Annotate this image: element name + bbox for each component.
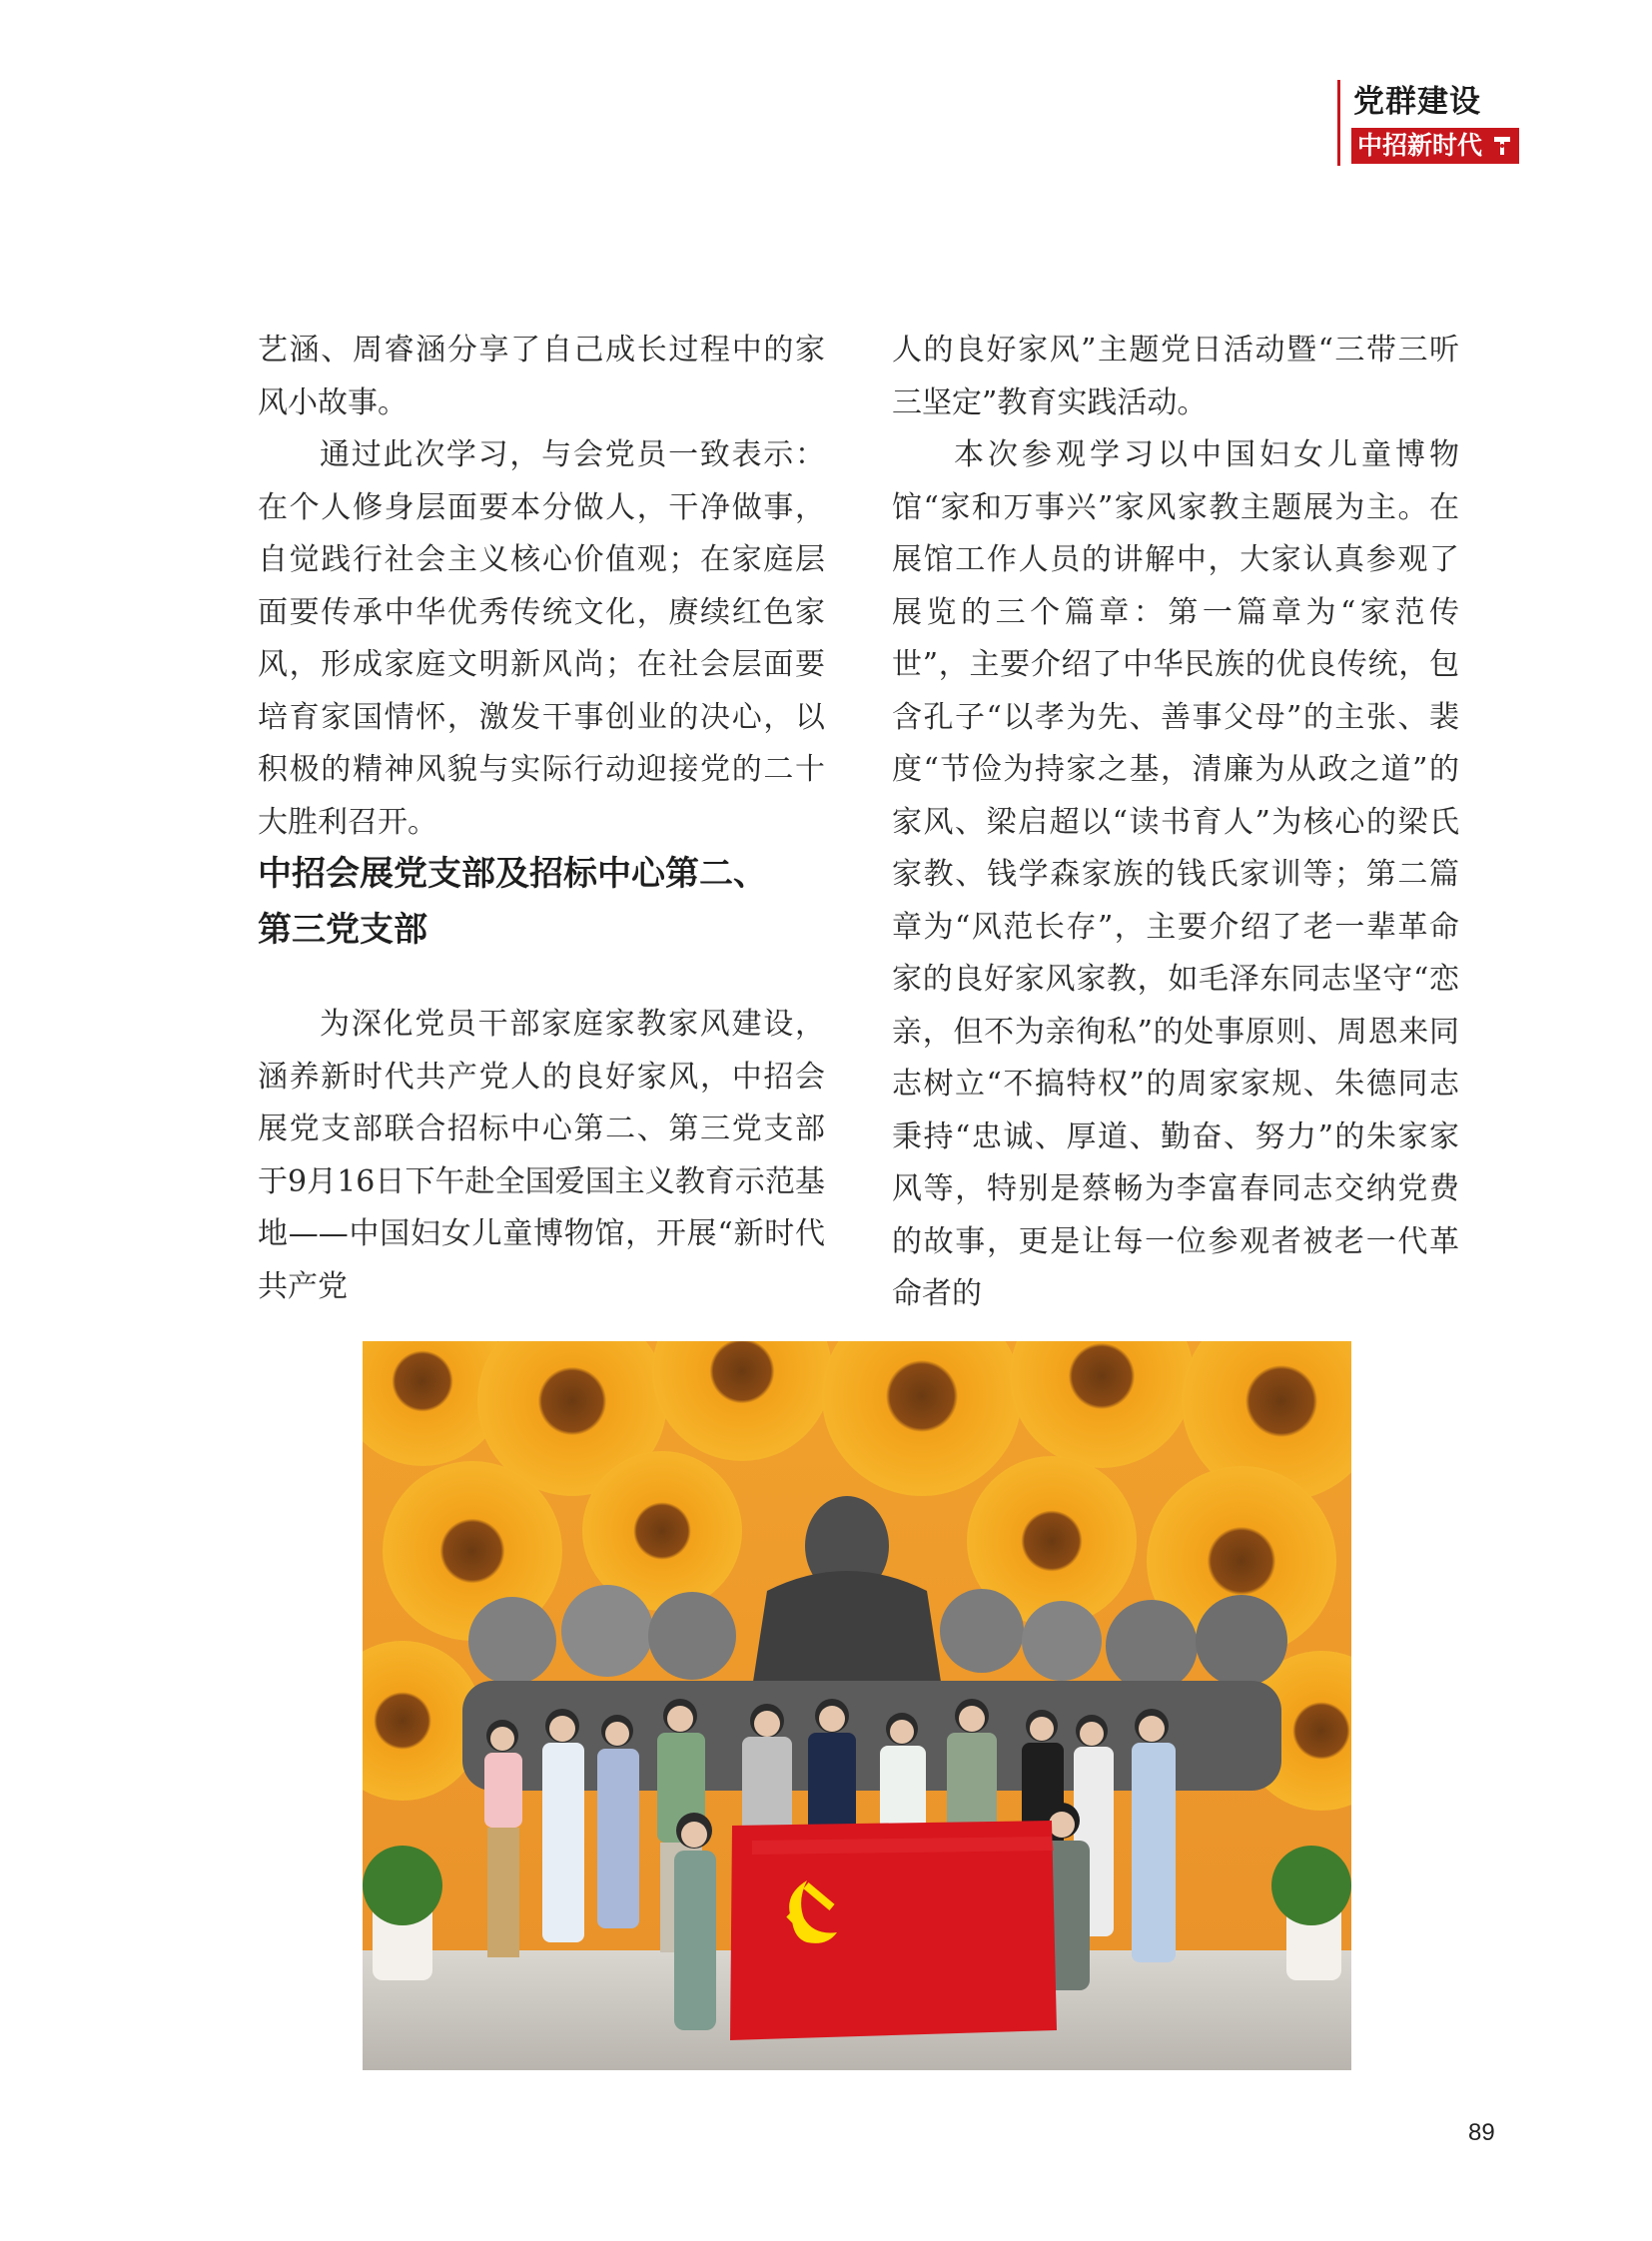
paragraph: 本次参观学习以中国妇女儿童博物馆“家和万事兴”家风家教主题展为主。在展馆工作人员的讲解中，大家认真参观了展览的三个篇章：第一篇章为“家范传世”，主要介绍了中华民族的优良传统，包含孔子“以孝为先、善事父母”的主张、裴度“节俭为持家之基，清廉为从政之道”的家风、梁启超以“读书育人”为核心的梁氏家教、钱学森家族的钱氏家训等；第二篇章为“风范长存”，主要介绍了老一辈革命家的良好家风家教，如毛泽东同志坚守“恋亲，但不为亲徇私”的处事原则、周恩来同志树立“不搞特权”的周家家规、朱德同志秉持“忠诚、厚道、勤奋、努力”的朱家家风等，特别是蔡畅为李富春同志交纳党费的故事，更是让每一位参观者被老一代革命者的: [892, 437, 1459, 1311]
left-column-bottom: [258, 999, 825, 1313]
section-title: 党群建设: [1353, 84, 1481, 120]
paragraph: 艺涵、周睿涵分享了自己成长过程中的家风小故事。: [258, 333, 825, 420]
group-photo-illustration: [363, 1341, 1351, 2070]
header-divider: [1337, 80, 1340, 166]
right-column: [892, 325, 1459, 1321]
paragraph: 为深化党员干部家庭家教家风建设，涵养新时代共产党人的良好家风，中招会展党支部联合招标中心第二、第三党支部于9月16日下午赴全国爱国主义教育示范基地——中国妇女儿童博物馆，开展“新时代共产党: [258, 1007, 825, 1304]
subheading-line-1: 中招会展党支部及招标中心第二、: [258, 854, 767, 894]
badge-logo-icon: [1491, 134, 1513, 158]
subheading-line-2: 第三党支部: [258, 910, 427, 950]
section-subheading: [258, 846, 837, 958]
group-photo: [363, 1341, 1351, 2070]
left-column-top: [258, 325, 825, 849]
paragraph: 通过此次学习，与会党员一致表示：在个人修身层面要本分做人，干净做事，自觉践行社会主义核心价值观；在家庭层面要传承中华优秀传统文化，赓续红色家风，形成家庭文明新风尚；在社会层面要培育家国情怀，激发干事创业的决心，以积极的精神风貌与实际行动迎接党的二十大胜利召开。: [258, 437, 825, 840]
page-number: 89: [1468, 2119, 1495, 2146]
magazine-badge: [1351, 128, 1519, 164]
magazine-badge-label: 中招新时代: [1357, 131, 1483, 160]
party-flag: [730, 1821, 1057, 2040]
paragraph: 人的良好家风”主题党日活动暨“三带三听三坚定”教育实践活动。: [892, 333, 1459, 420]
